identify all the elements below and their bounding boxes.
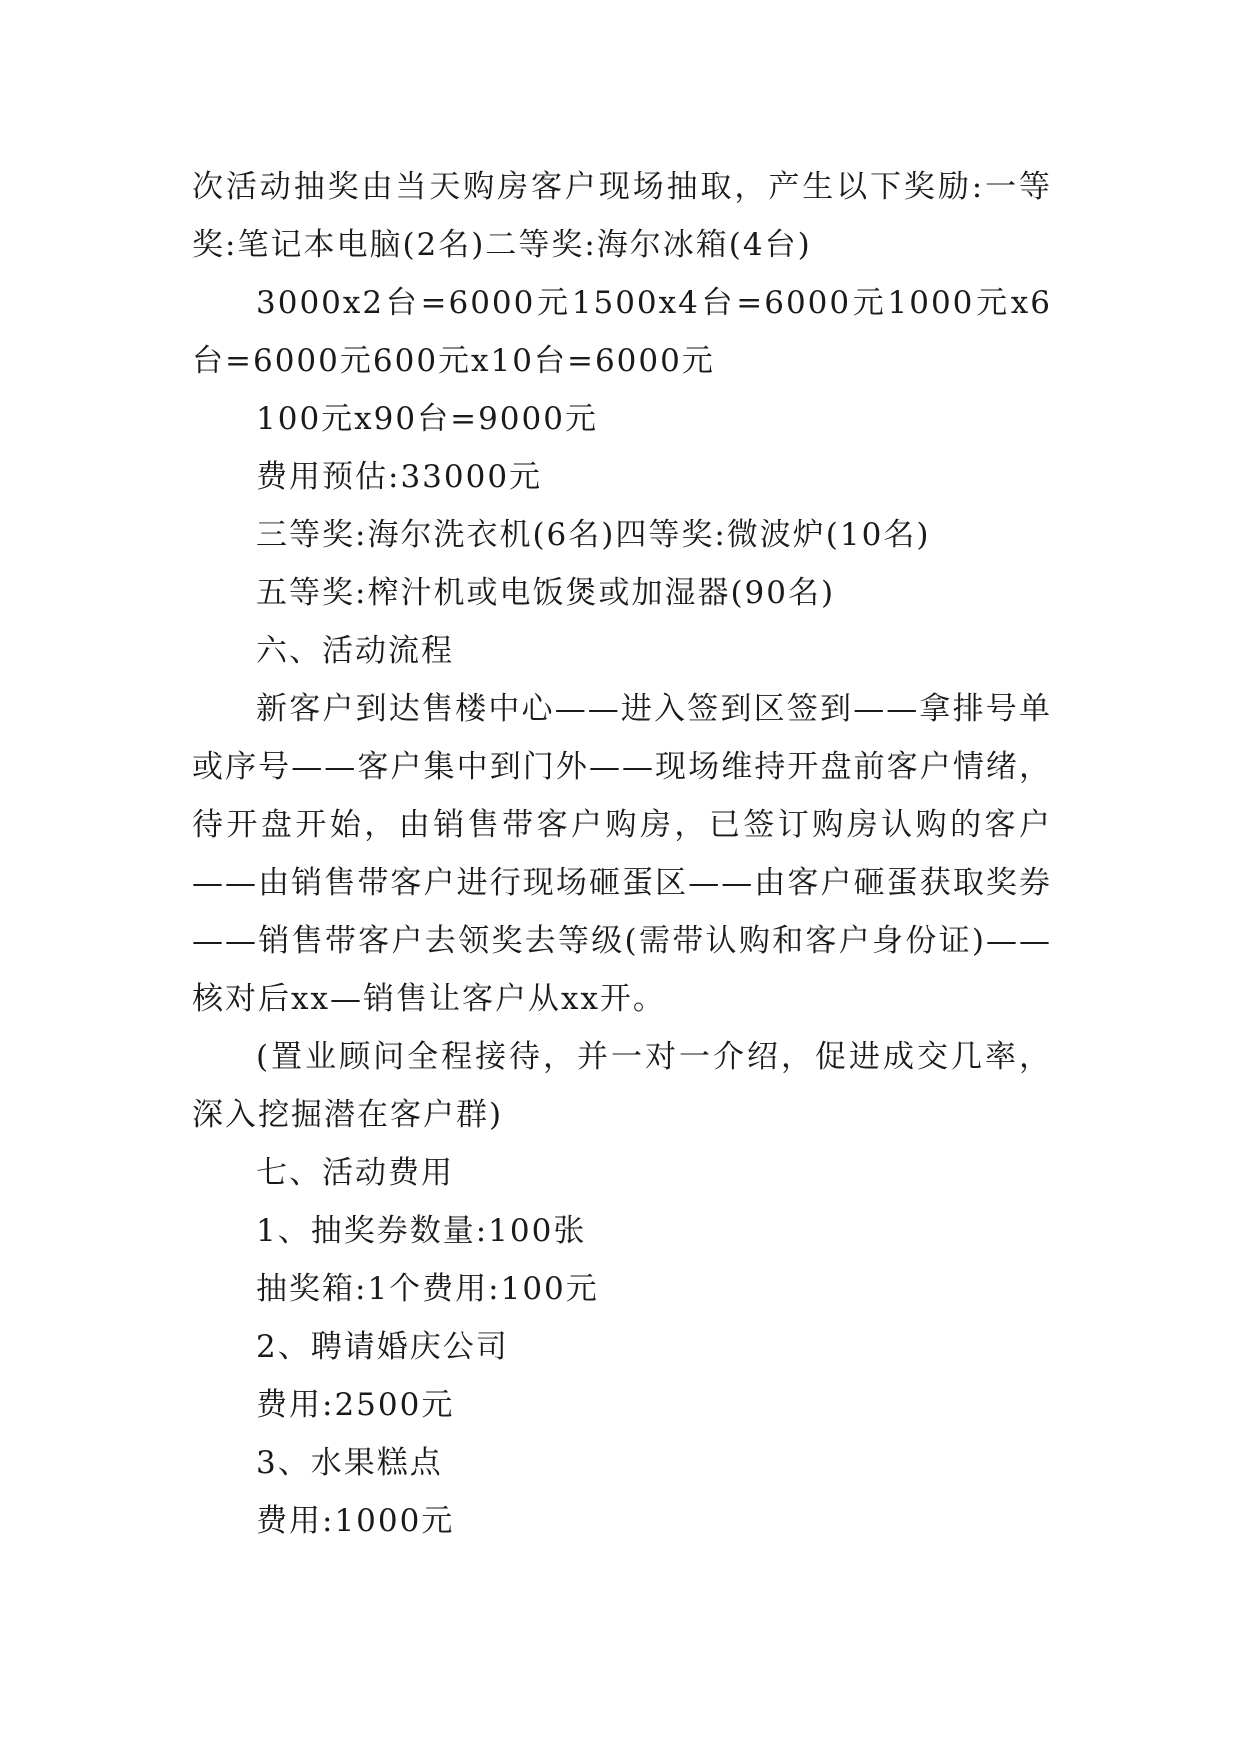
paragraph-consultant-note: (置业顾问全程接待，并一对一介绍，促进成交几率，深入挖掘潜在客户群) [192,1039,1052,1133]
paragraph-cost-estimate: 费用预估:33000元 [256,459,543,495]
list-item-fruit-pastry: 3、水果糕点 [256,1445,443,1481]
paragraph-process: 新客户到达售楼中心——进入签到区签到——拿排号单或序号——客户集中到门外——现场维持开盘前客户情绪，待开盘开始，由销售带客户购房，已签订购房认购的客户——由销售带客户进行现场砸蛋区——由客户砸蛋获取奖券——销售带客户去领奖去等级(需带认购和客户身份证)——核对后xx—销售让客户从xx开。 [192,691,1052,1017]
document-body [192,158,1052,1550]
paragraph-prize-calc-2: 100元x90台=9000元 [256,401,598,437]
paragraph-prize-calc: 3000x2台=6000元1500x4台=6000元1000元x6台=6000元600元x10台=6000元 [192,285,1052,379]
list-item-wedding-company: 2、聘请婚庆公司 [256,1329,509,1365]
list-item-fruit-pastry-cost: 费用:1000元 [256,1503,455,1539]
section-heading-costs: 七、活动费用 [256,1155,454,1191]
paragraph-third-fourth-prize: 三等奖:海尔洗衣机(6名)四等奖:微波炉(10名) [256,517,931,553]
paragraph-fifth-prize: 五等奖:榨汁机或电饭煲或加湿器(90名) [256,575,836,611]
list-item-lottery-tickets: 1、抽奖券数量:100张 [256,1213,587,1249]
list-item-lottery-box: 抽奖箱:1个费用:100元 [256,1271,599,1307]
list-item-wedding-cost: 费用:2500元 [256,1387,455,1423]
paragraph-prize-intro: 次活动抽奖由当天购房客户现场抽取，产生以下奖励:一等奖:笔记本电脑(2名)二等奖:海尔冰箱(4台) [192,169,1052,263]
section-heading-process: 六、活动流程 [256,633,454,669]
